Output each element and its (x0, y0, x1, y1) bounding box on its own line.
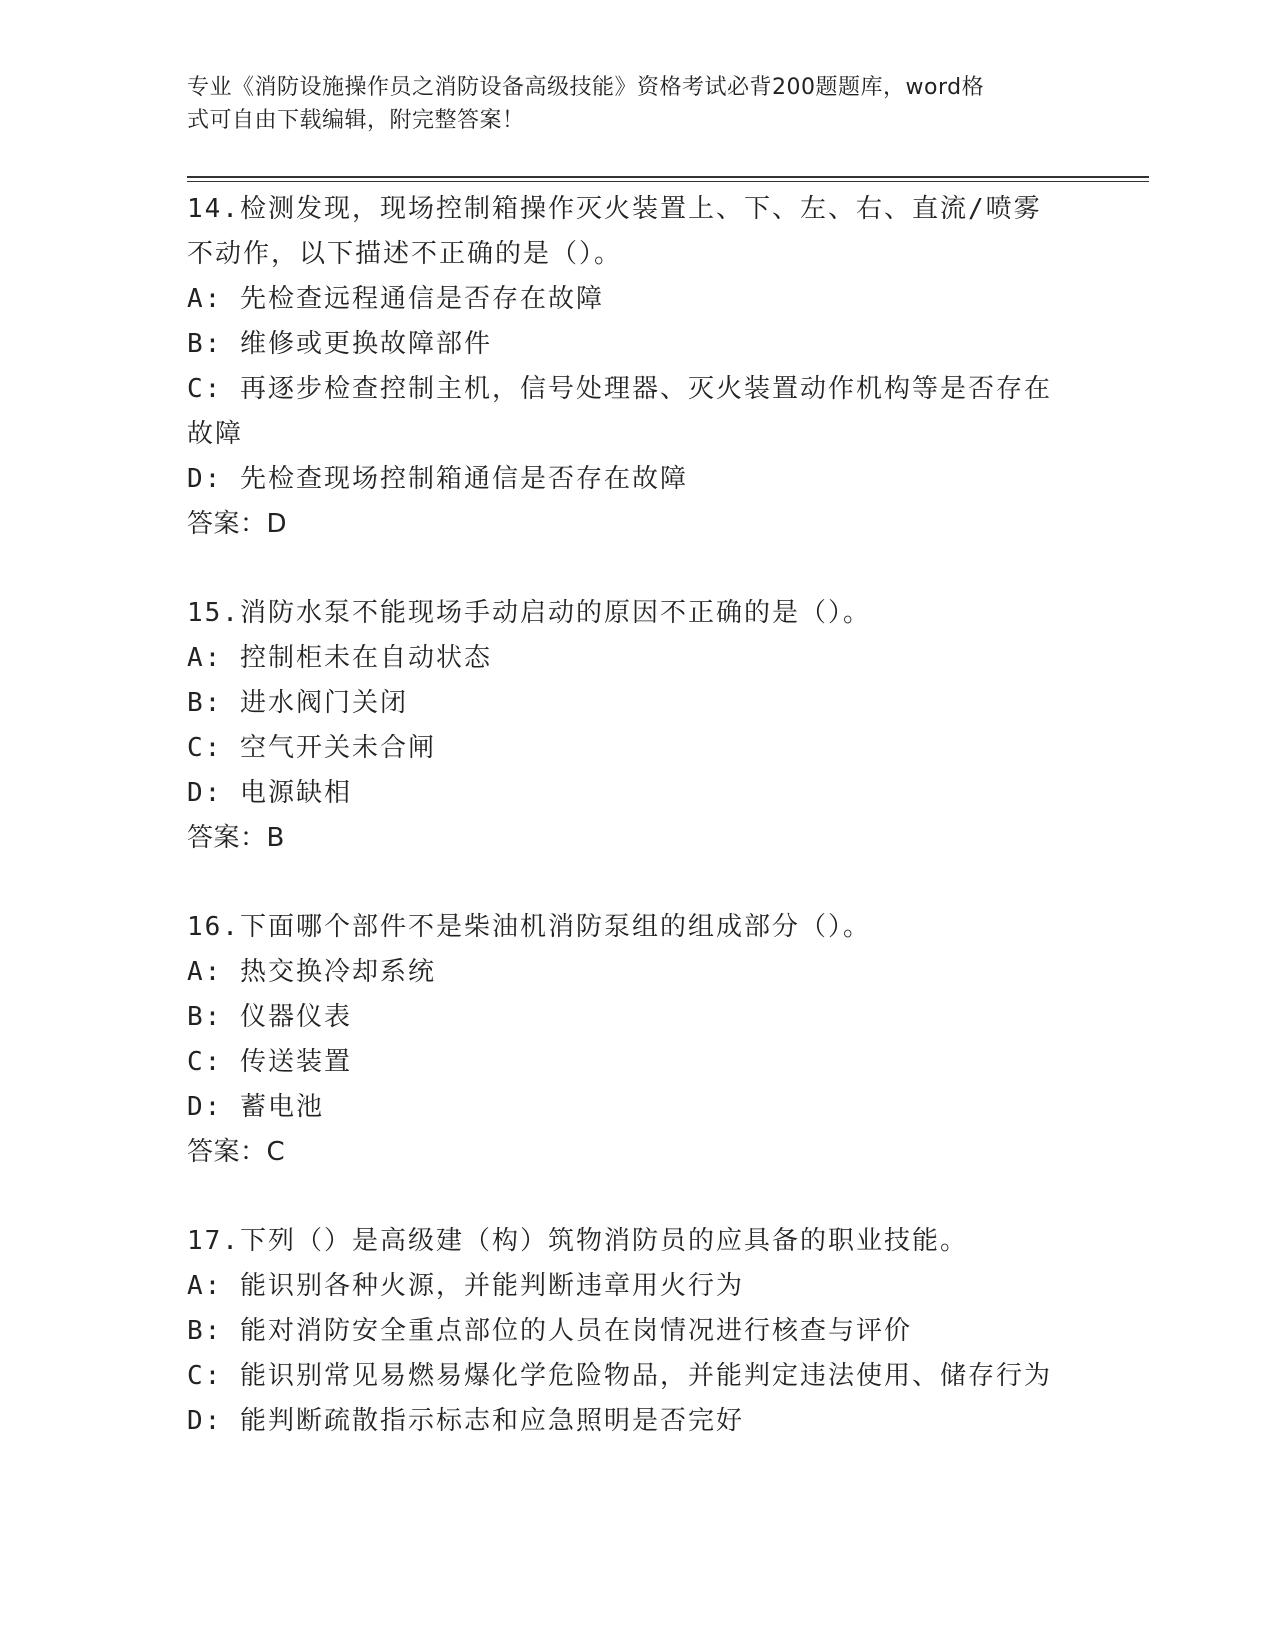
question-stem: 17.下列（）是高级建（构）筑物消防员的应具备的职业技能。 (187, 1226, 968, 1256)
header-line-2: 式可自由下载编辑，附完整答案！ (187, 108, 525, 133)
option-c: C: 空气开关未合闸 (187, 733, 436, 763)
question-stem-continued: 不动作，以下描述不正确的是（）。 (187, 239, 623, 269)
answer-label: 答案：C (187, 1137, 286, 1167)
question-stem: 15.消防水泵不能现场手动启动的原因不正确的是（）。 (187, 598, 871, 628)
option-d: D: 先检查现场控制箱通信是否存在故障 (187, 464, 688, 494)
option-c: C: 再逐步检查控制主机，信号处理器、灭火装置动作机构等是否存在 (187, 374, 1052, 404)
option-a: A: 控制柜未在自动状态 (187, 643, 492, 673)
option-c: C: 传送装置 (187, 1047, 352, 1077)
option-b: B: 能对消防安全重点部位的人员在岗情况进行核查与评价 (187, 1316, 912, 1346)
question-14 (187, 187, 1087, 547)
header-divider-thick (187, 176, 1149, 178)
option-c: C: 能识别常见易燃易爆化学危险物品，并能判定违法使用、储存行为 (187, 1361, 1052, 1391)
question-15 (187, 591, 1087, 861)
option-b: B: 进水阀门关闭 (187, 688, 408, 718)
option-d: D: 能判断疏散指示标志和应急照明是否完好 (187, 1406, 744, 1436)
header-divider-thin (187, 181, 1149, 182)
question-17 (187, 1219, 1087, 1444)
answer-label: 答案：B (187, 823, 285, 853)
header-line-1: 专业《消防设施操作员之消防设备高级技能》资格考试必背200题题库，word格 (187, 75, 985, 100)
option-d: D: 电源缺相 (187, 778, 352, 808)
option-c-continued: 故障 (187, 419, 244, 449)
document-header (187, 71, 1067, 137)
question-list (187, 187, 1087, 1488)
question-16 (187, 905, 1087, 1175)
option-a: A: 先检查远程通信是否存在故障 (187, 284, 604, 314)
option-a: A: 热交换冷却系统 (187, 957, 436, 987)
question-stem: 14.检测发现，现场控制箱操作灭火装置上、下、左、右、直流/喷雾 (187, 194, 1042, 224)
option-d: D: 蓄电池 (187, 1092, 324, 1122)
option-b: B: 仪器仪表 (187, 1002, 352, 1032)
option-b: B: 维修或更换故障部件 (187, 329, 492, 359)
option-a: A: 能识别各种火源，并能判断违章用火行为 (187, 1271, 744, 1301)
answer-label: 答案：D (187, 509, 288, 539)
question-stem: 16.下面哪个部件不是柴油机消防泵组的组成部分（）。 (187, 912, 871, 942)
